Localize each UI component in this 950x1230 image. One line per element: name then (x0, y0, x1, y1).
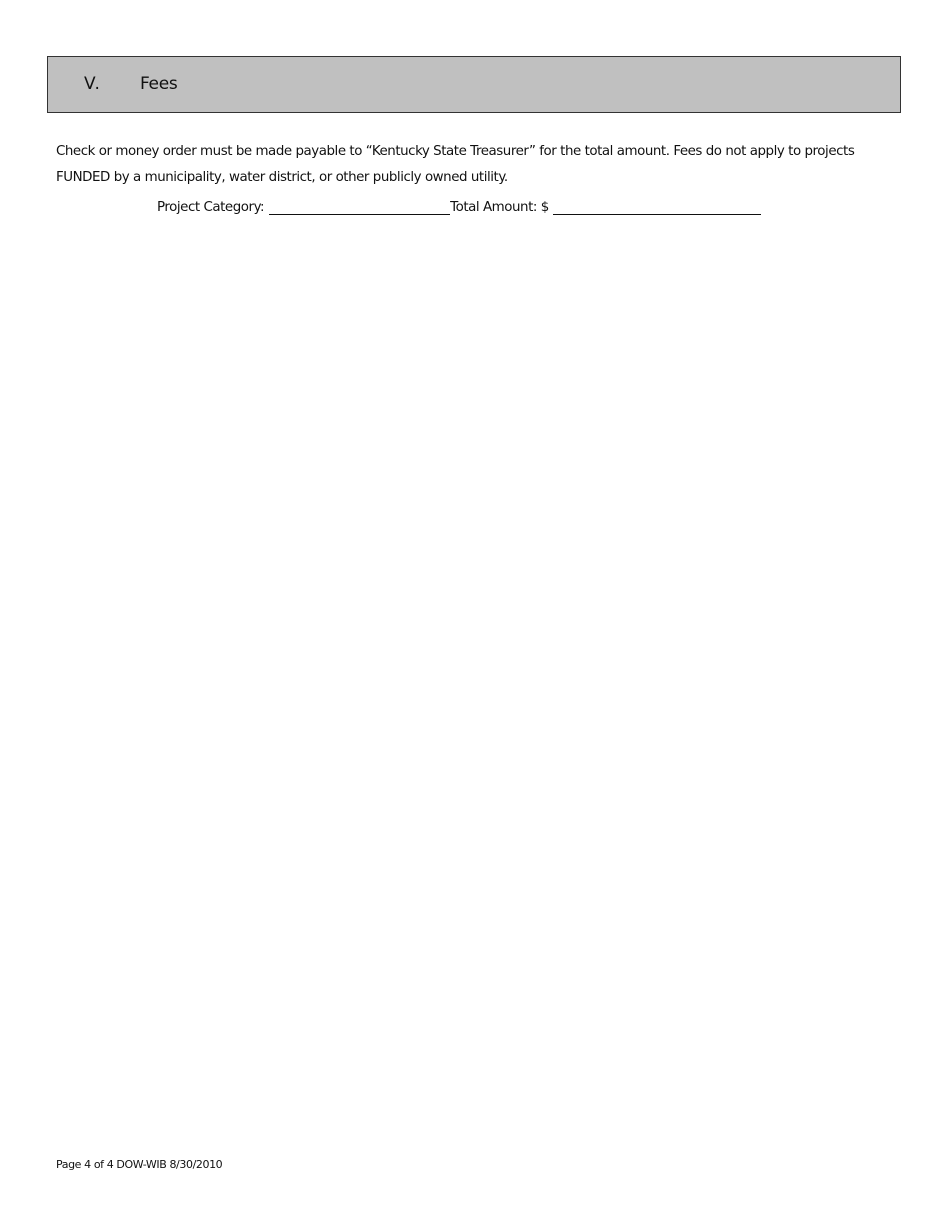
section-header (47, 56, 901, 113)
page-footer: Page 4 of 4 DOW-WIB 8/30/2010 (56, 1158, 223, 1171)
fee-instructions-line-2: FUNDED by a municipality, water district, or other publicly owned utility. (56, 170, 508, 185)
section-number: V. (84, 74, 101, 94)
total-amount-field[interactable] (553, 196, 761, 215)
fee-fields-row (157, 191, 761, 215)
project-category-label: Project Category: (157, 200, 265, 215)
section-title: Fees (140, 74, 178, 94)
fee-instructions-line-1: Check or money order must be made payable to “Kentucky State Treasurer” for the total amount. Fees do not apply to projects (56, 144, 855, 159)
total-amount-label: Total Amount: $ (450, 200, 549, 215)
fee-instructions (56, 139, 886, 191)
project-category-field[interactable] (269, 196, 450, 215)
